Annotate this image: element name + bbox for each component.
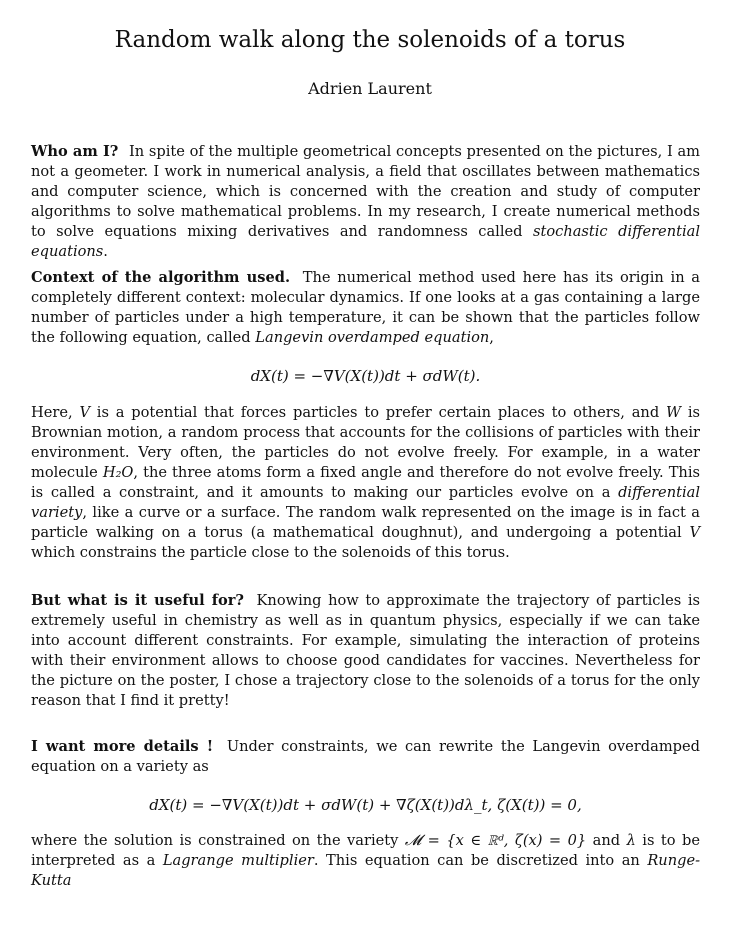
paragraph-text: where the solution is constrained on the variety bbox=[31, 832, 405, 849]
math-symbol: W bbox=[666, 404, 681, 421]
paragraph-text: , bbox=[489, 329, 494, 346]
section-heading-context: Context of the algorithm used. bbox=[31, 269, 291, 286]
equation-constrained bbox=[31, 794, 700, 816]
math-symbol: λ bbox=[626, 832, 636, 849]
paragraph-text: , the three atoms form a fixed angle and therefore do not evolve freely. This is called a constraint, and it amounts to making our particles evolve on a bbox=[31, 464, 700, 501]
paragraph-text: Knowing how to approximate the trajectory of particles is extremely useful in chemistry as well as in quantum physics, especially if we can take into account different constraints. For example, simulating the interaction of proteins with their environment allows to choose good candidates for vaccines. Nevertheless for the picture on the poster, I chose a trajectory close to the solenoids of a torus for the only reason that I find it pretty! bbox=[31, 592, 700, 709]
author-name: Adrien Laurent bbox=[308, 79, 432, 98]
math-symbol: H₂O bbox=[102, 464, 134, 481]
paragraph-text: , like a curve or a surface. The random walk represented on the image is in fact a particle walking on a torus (a mathematical doughnut), and undergoing a potential bbox=[31, 504, 700, 541]
paragraph-usefulness bbox=[31, 591, 700, 711]
section-heading-details: I want more details ! bbox=[31, 738, 214, 755]
paragraph-details bbox=[31, 737, 700, 777]
section-heading-usefulness: But what is it useful for? bbox=[31, 592, 244, 609]
paragraph-text: is a potential that forces particles to prefer certain places to others, and bbox=[89, 404, 666, 421]
paragraph-text: . This equation can be discretized into an bbox=[313, 852, 648, 869]
equation-langevin bbox=[31, 365, 700, 387]
section-heading-who-am-i: Who am I? bbox=[31, 143, 119, 160]
paragraph-context bbox=[31, 268, 700, 348]
emphasis-text: Runge-Kutta bbox=[31, 852, 701, 889]
equation-text: dX(t) = −∇V(X(t))dt + σdW(t) + ∇ζ(X(t))dλ_t, ζ(X(t)) = 0, bbox=[149, 796, 582, 814]
emphasis-text: Langevin overdamped equation bbox=[255, 329, 490, 346]
equation-text: dX(t) = −∇V(X(t))dt + σdW(t). bbox=[250, 367, 481, 385]
paragraph-text: is Brownian motion, a random process that accounts for the collisions of particles with their environment. Very often, the particles do not evolve freely. For example, in a water molecule bbox=[31, 404, 700, 481]
paragraph-explanation bbox=[31, 403, 700, 563]
math-symbol: V bbox=[689, 524, 700, 541]
math-set-definition: 𝓜 = {x ∈ ℝᵈ, ζ(x) = 0} bbox=[404, 832, 587, 849]
paragraph-text: In spite of the multiple geometrical concepts presented on the pictures, I am not a geometer. I work in numerical analysis, a field that oscillates between mathematics and computer science, which is concerned with the creation and study of computer algorithms to solve mathematical problems. In my research, I create numerical methods to solve equations mixing derivatives and randomness called bbox=[31, 143, 701, 240]
emphasis-text: Lagrange multiplier bbox=[162, 852, 314, 869]
paragraph-text: Here, bbox=[31, 404, 80, 421]
paragraph-text: and bbox=[586, 832, 627, 849]
math-symbol: V bbox=[79, 404, 90, 421]
paragraph-text: is to be interpreted as a bbox=[31, 832, 700, 869]
emphasis-text: stochastic differential equations bbox=[31, 223, 700, 260]
page-title: Random walk along the solenoids of a torus bbox=[114, 27, 626, 53]
paragraph-text: The numerical method used here has its origin in a completely different context: molecular dynamics. If one looks at a gas containing a large number of particles under a high temperature, it can be shown that the particles follow the following equation, called bbox=[31, 269, 701, 346]
paragraph-who-am-i bbox=[31, 142, 700, 262]
paragraph-text: Under constraints, we can rewrite the Langevin overdamped equation on a variety as bbox=[31, 738, 700, 775]
paragraph-constraint bbox=[31, 831, 700, 891]
emphasis-text: differential variety bbox=[31, 484, 700, 521]
paragraph-text: . bbox=[103, 243, 108, 260]
paragraph-text: which constrains the particle close to the solenoids of this torus. bbox=[31, 544, 510, 561]
